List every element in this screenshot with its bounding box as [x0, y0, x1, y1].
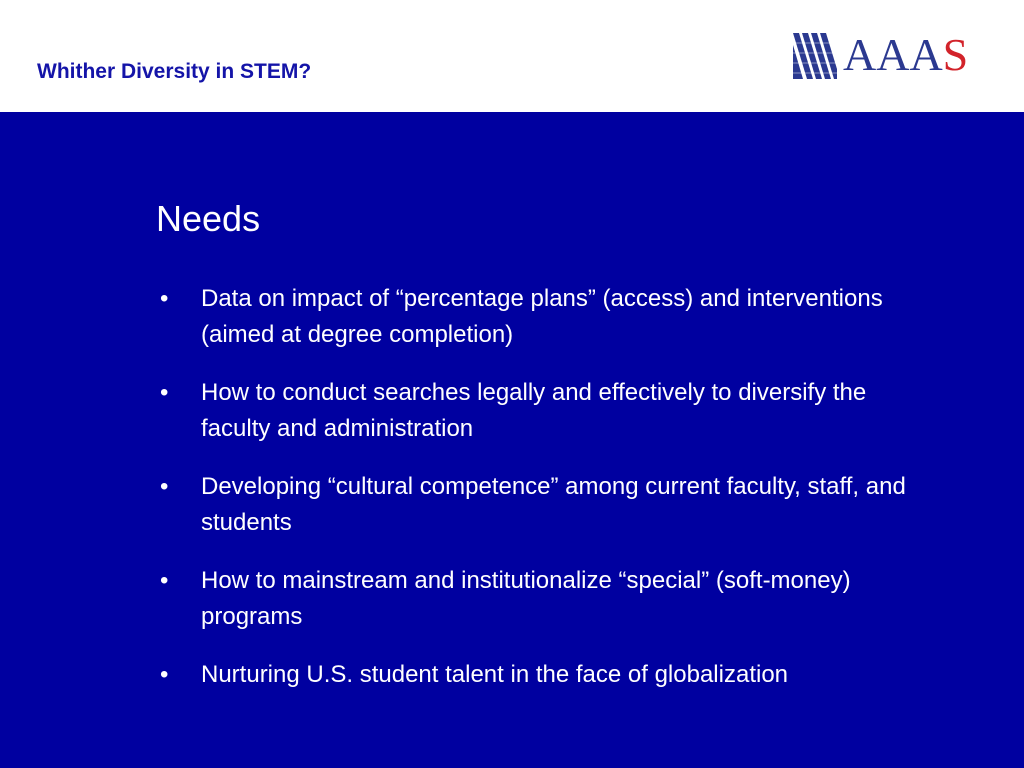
aaas-logo-text-accent: S [942, 29, 969, 80]
bullet-item [160, 281, 940, 353]
bullet-dot-icon: • [160, 473, 169, 500]
bullet-item [160, 375, 940, 447]
slide-header [0, 0, 1024, 112]
bullet-text: How to mainstream and institutionalize “special” (soft-money) programs [201, 567, 851, 630]
bullet-list [160, 281, 940, 715]
aaas-logo-wordmark [843, 29, 968, 81]
slide-title: Needs [156, 198, 261, 239]
bullet-text: Nurturing U.S. student talent in the face of globalization [201, 661, 789, 688]
bullet-dot-icon: • [160, 661, 169, 688]
bullet-item [160, 469, 940, 541]
bullet-item [160, 657, 940, 693]
aaas-logo [793, 29, 969, 83]
aaas-logo-text-main: AAA [843, 29, 943, 80]
bullet-text: Developing “cultural competence” among current faculty, staff, and students [201, 473, 906, 536]
bullet-dot-icon: • [160, 285, 169, 312]
bullet-dot-icon: • [160, 379, 169, 406]
aaas-logo-mark-icon [793, 33, 837, 79]
bullet-item [160, 563, 940, 635]
bullet-text: How to conduct searches legally and effectively to diversify the faculty and administration [201, 379, 867, 442]
bullet-text: Data on impact of “percentage plans” (access) and interventions (aimed at degree completion) [201, 285, 883, 348]
header-title: Whither Diversity in STEM? [37, 60, 312, 83]
bullet-dot-icon: • [160, 567, 169, 594]
